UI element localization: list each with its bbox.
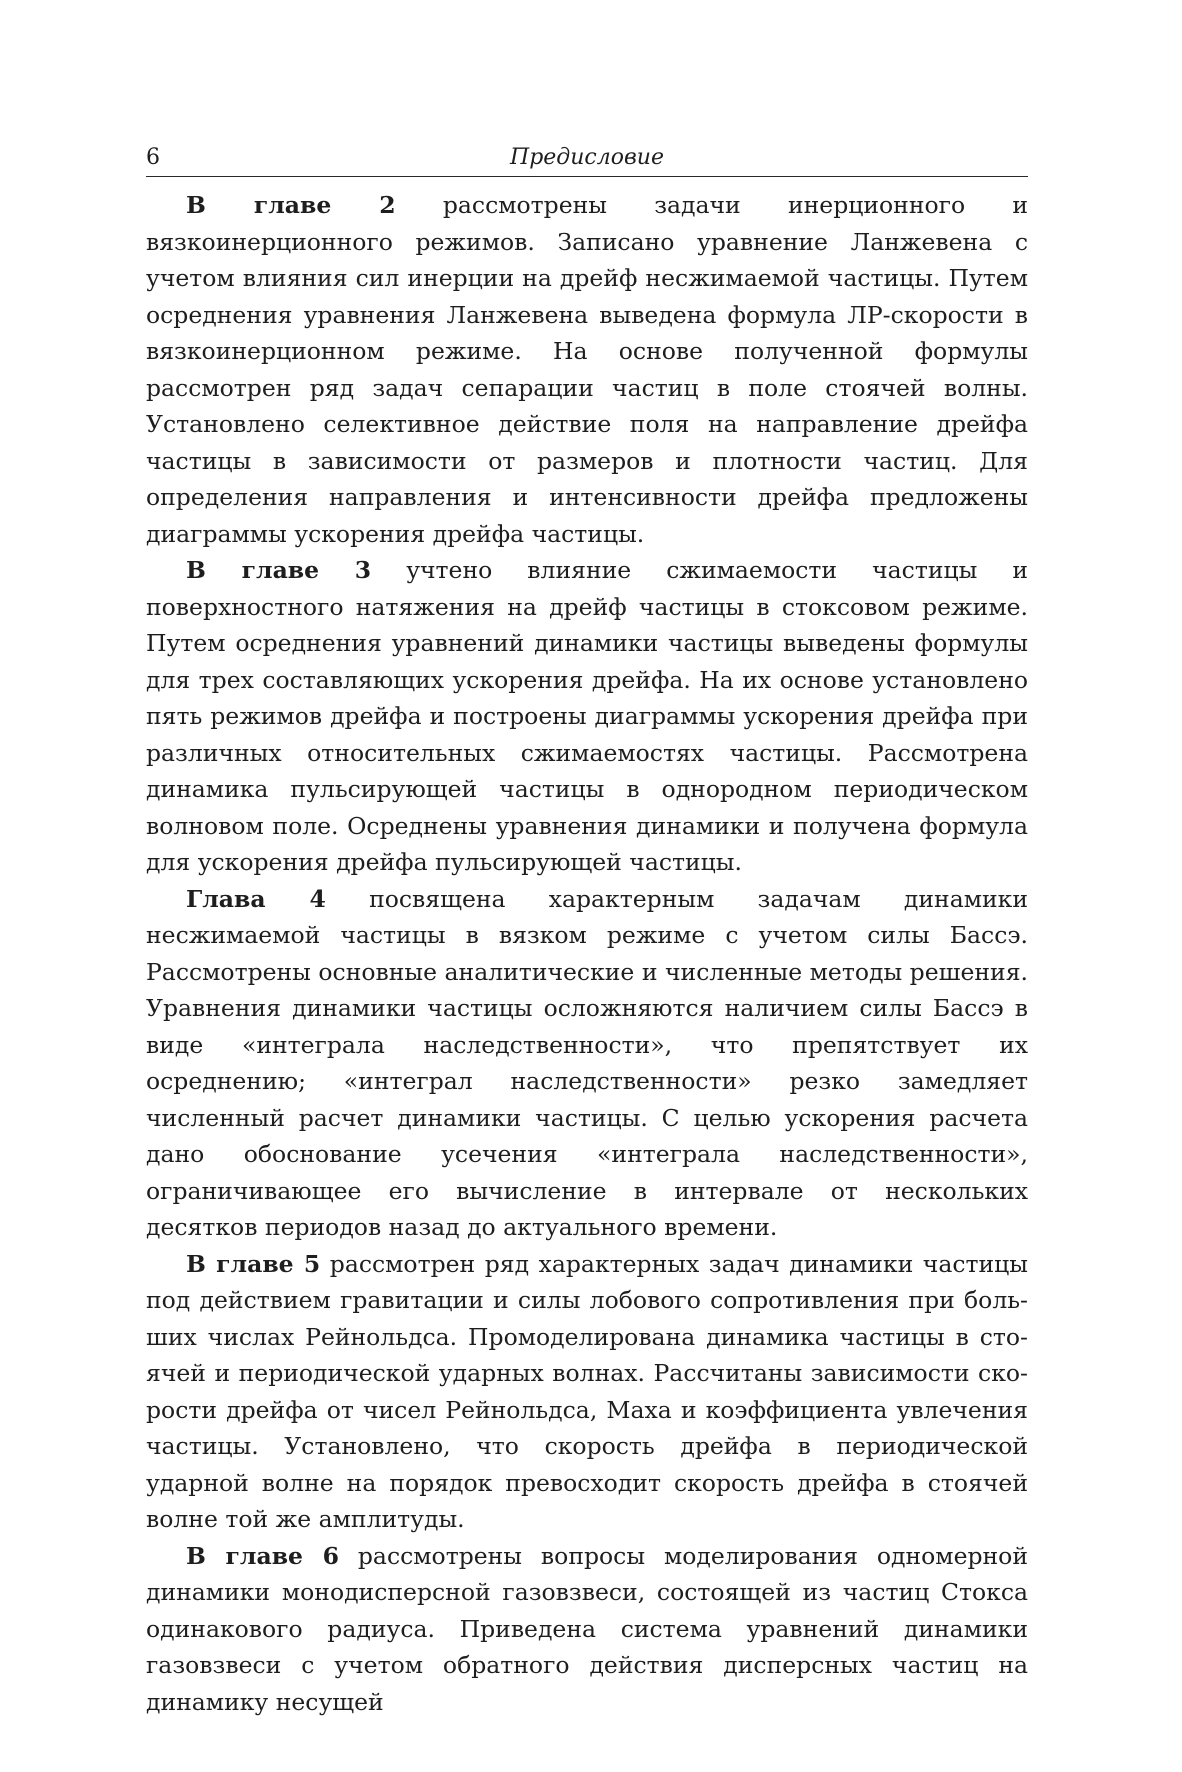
paragraph-chapter-2 (146, 187, 1028, 552)
paragraph-chapter-3 (146, 552, 1028, 881)
chapter-lead: В главе 3 (186, 556, 372, 584)
paragraph-chapter-4 (146, 881, 1028, 1246)
paragraph-text: рассмотрены вопросы моделирования одномерной динамики монодисперсной газовзвеси, состоящей из частиц Стокса одинакового радиуса. Приведена система уравнений динамики газовзвеси с учетом обратного действия дисперсных частиц на динамику несущей (146, 1541, 1028, 1716)
paragraph-chapter-6 (146, 1538, 1028, 1721)
book-page (146, 140, 1028, 1720)
running-title: Предисловие (510, 145, 664, 170)
paragraph-text: учтено влияние сжимаемости частицы и поверхностного натяжения на дрейф частицы в стоксовом режиме. Путем осреднения уравнений динамики частицы выведены формулы для трех составляющих ускорения дрейфа. На их основе установлено пять режимов дрейфа и построены диаграммы ускорения дрейфа при различных относительных сжимаемостях частицы. Рассмотрена динамика пульсирующей частицы в однородном периодическом волновом поле. Осреднены уравнения динамики и получена формула для ускорения дрейфа пульсирующей частицы. (146, 556, 1028, 876)
chapter-lead: В главе 5 (186, 1249, 321, 1278)
chapter-lead: В главе 6 (186, 1541, 339, 1570)
paragraph-text: рассмотрен ряд характерных задач динамики частицы под действием гравитации и силы лобового сопротивления при больших числах Рейнольдса. Промоделирована динамика частицы в стоячей и периодической ударных волнах. Рассчитаны зависимости скорости дрейфа от чисел Рейнольдса, Маха и коэффициента увлечения частицы. Установлено, что скорость дрейфа в периодической ударной волне на порядок превосходит скорость дрейфа в стоячей волне той же амплитуды. (146, 1249, 1028, 1533)
paragraph-text: посвящена характерным задачам динамики несжимаемой частицы в вязком режиме с учетом силы Бассэ. Рассмотрены основные аналитические и численные методы решения. Уравнения динамики частицы осложняются наличием силы Бассэ в виде «интеграла наследственности», что препятствует их осреднению; «интеграл наследственности» резко замедляет численный расчет динамики частицы. С целью ускорения расчета дано обоснование усечения «интеграла наследственности», ограничивающее его вычисление в интервале от нескольких десятков периодов назад до актуального времени. (146, 884, 1029, 1241)
paragraph-chapter-5 (146, 1246, 1028, 1538)
page-body (146, 187, 1028, 1720)
chapter-lead: В главе 2 (186, 191, 396, 219)
page-number: 6 (146, 145, 160, 170)
running-head (146, 140, 1028, 177)
chapter-lead: Глава 4 (186, 884, 326, 913)
paragraph-text: рассмотрены задачи инерционного и вязкоинерционного режимов. Записано уравнение Ланжевена с учетом влияния сил инерции на дрейф несжимаемой частицы. Путем осреднения уравнения Ланжевена выведена формула ЛР-скорости в вязкоинерционном режиме. На основе полученной формулы рассмотрен ряд задач сепарации частиц в поле стоячей волны. Установлено селективное действие поля на направление дрейфа частицы в зависимости от размеров и плотности частиц. Для определения направления и интенсивности дрейфа предложены диаграммы ускорения дрейфа частицы. (146, 191, 1028, 548)
